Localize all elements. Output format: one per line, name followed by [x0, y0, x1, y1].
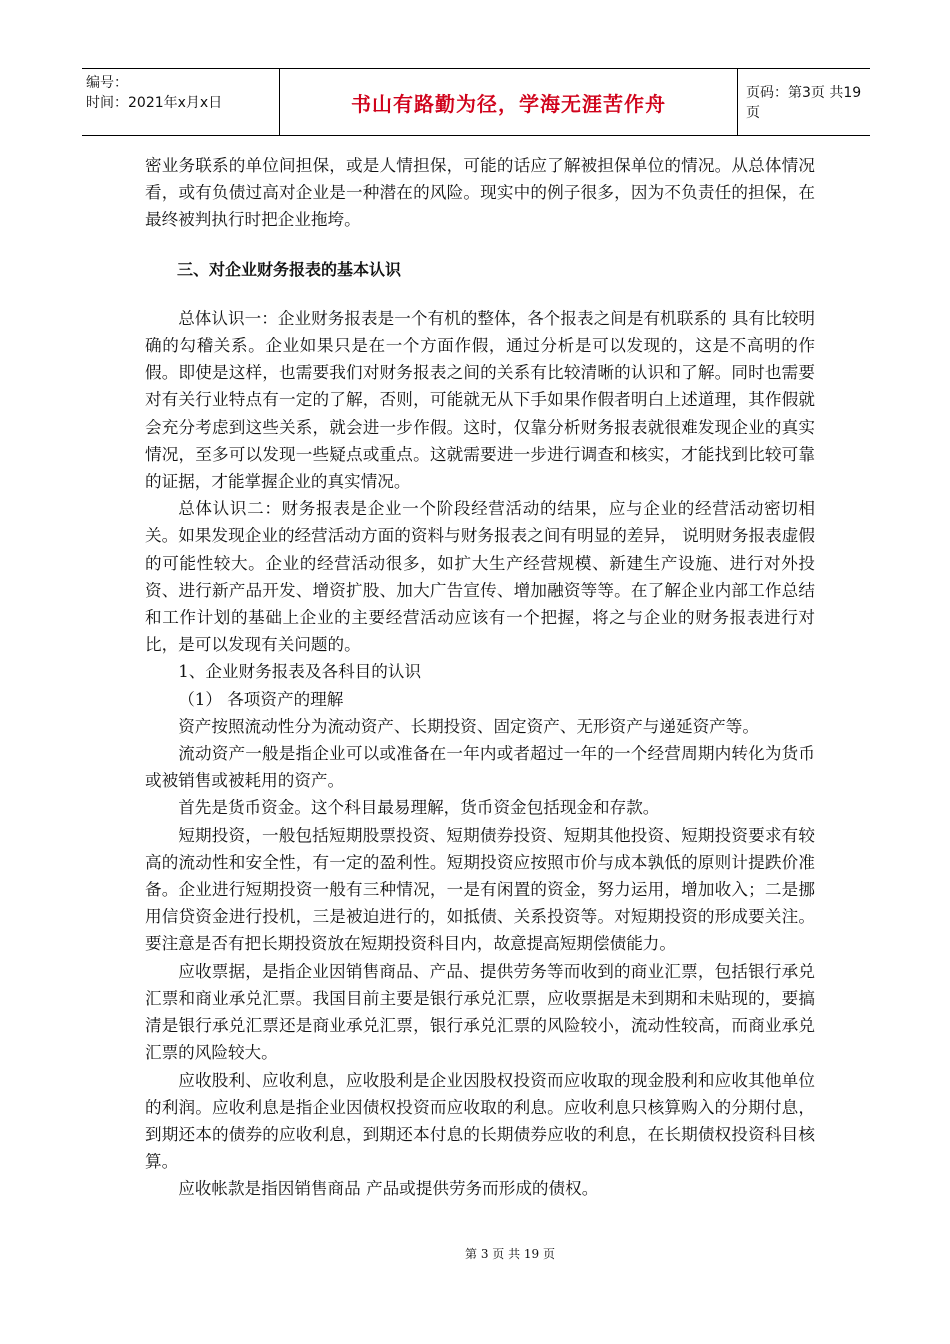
paragraph: 总体认识一：企业财务报表是一个有机的整体，各个报表之间是有机联系的 具有比较明确的勾稽关系。企业如果只是在一个方面作假，通过分析是可以发现的，这是不高明的作假。即使是这样，也需要我们对财务报表之间的关系有比较清晰的认识和了解。同时也需要对有关行业特点有一定的了解，否则，可能就无从下手如果作假者明白上述道理，其作假就会充分考虑到这些关系，就会进一步作假。这时，仅靠分析财务报表就很难发现企业的真实情况，至多可以发现一些疑点或重点。这就需要进一步进行调查和核实，才能找到比较可靠的证据，才能掌握企业的真实情况。 — [145, 308, 815, 492]
header-page-number: 页码：第3页 共19页 — [746, 85, 862, 121]
document-time: 时间：2021年x月x日 — [86, 95, 223, 111]
header-meta — [82, 69, 280, 135]
paragraph: 密业务联系的单位间担保，或是人情担保，可能的话应了解被担保单位的情况。从总体情况看，或有负债过高对企业是一种潜在的风险。现实中的例子很多，因为不负责任的担保，在最终被判执行时把企业拖垮。 — [145, 156, 815, 230]
page-header — [82, 68, 870, 136]
document-number: 编号： — [86, 75, 128, 91]
subsection-heading: 1、企业财务报表及各科目的认识 — [178, 662, 422, 682]
section-heading: 三、对企业财务报表的基本认识 — [177, 259, 402, 279]
document-body — [145, 152, 815, 1203]
paragraph: 应收票据，是指企业因销售商品、产品、提供劳务等而收到的商业汇票，包括银行承兑汇票和商业承兑汇票。我国目前主要是银行承兑汇票，应收票据是未到期和未贴现的，要搞清是银行承兑汇票还是商业承兑汇票，银行承兑汇票的风险较小，流动性较高，而商业承兑汇票的风险较大。 — [145, 961, 815, 1063]
paragraph: 首先是货币资金。这个科目最易理解，货币资金包括现金和存款。 — [178, 798, 660, 818]
page-footer: 第 3 页 共 19 页 — [465, 1247, 555, 1261]
paragraph: 流动资产一般是指企业可以或准备在一年内或者超过一年的一个经营周期内转化为货币或被销售或被耗用的资产。 — [145, 744, 815, 791]
paragraph: 短期投资，一般包括短期股票投资、短期债券投资、短期其他投资、短期投资要求有较高的流动性和安全性，有一定的盈利性。短期投资应按照市价与成本孰低的原则计提跌价准备。企业进行短期投资一般有三种情况，一是有闲置的资金，努力运用，增加收入；二是挪用信贷资金进行投机，三是被迫进行的，如抵债、关系投资等。对短期投资的形成要关注。要注意是否有把长期投资放在短期投资科目内，故意提高短期偿债能力。 — [145, 825, 815, 954]
paragraph: 资产按照流动性分为流动资产、长期投资、固定资产、无形资产与递延资产等。 — [178, 716, 759, 736]
paragraph: 应收股利、应收利息，应收股利是企业因股权投资而应收取的现金股利和应收其他单位的利润。应收利息是指企业因债权投资而应收取的利息。应收利息只核算购入的分期付息，到期还本的债券的应收利息，到期还本付息的长期债券应收的利息，在长期债权投资科目核算。 — [145, 1070, 815, 1172]
paragraph: 应收帐款是指因销售商品 产品或提供劳务而形成的债权。 — [178, 1179, 599, 1199]
paragraph: 总体认识二：财务报表是企业一个阶段经营活动的结果，应与企业的经营活动密切相关。如果发现企业的经营活动方面的资料与财务报表之间有明显的差异， 说明财务报表虚假的可能性较大。企业的经营活动很多，如扩大生产经营规模、新建生产设施、进行对外投资、进行新产品开发、增资扩股、加大广告宣传、增加融资等等。在了解企业内部工作总结和工作计划的基础上企业的主要经营活动应该有一个把握，将之与企业的财务报表进行对比，是可以发现有关问题的。 — [145, 499, 815, 655]
header-motto: 书山有路勤为径，学海无涯苦作舟 — [280, 69, 738, 135]
subsection-heading: （1） 各项资产的理解 — [178, 689, 344, 709]
